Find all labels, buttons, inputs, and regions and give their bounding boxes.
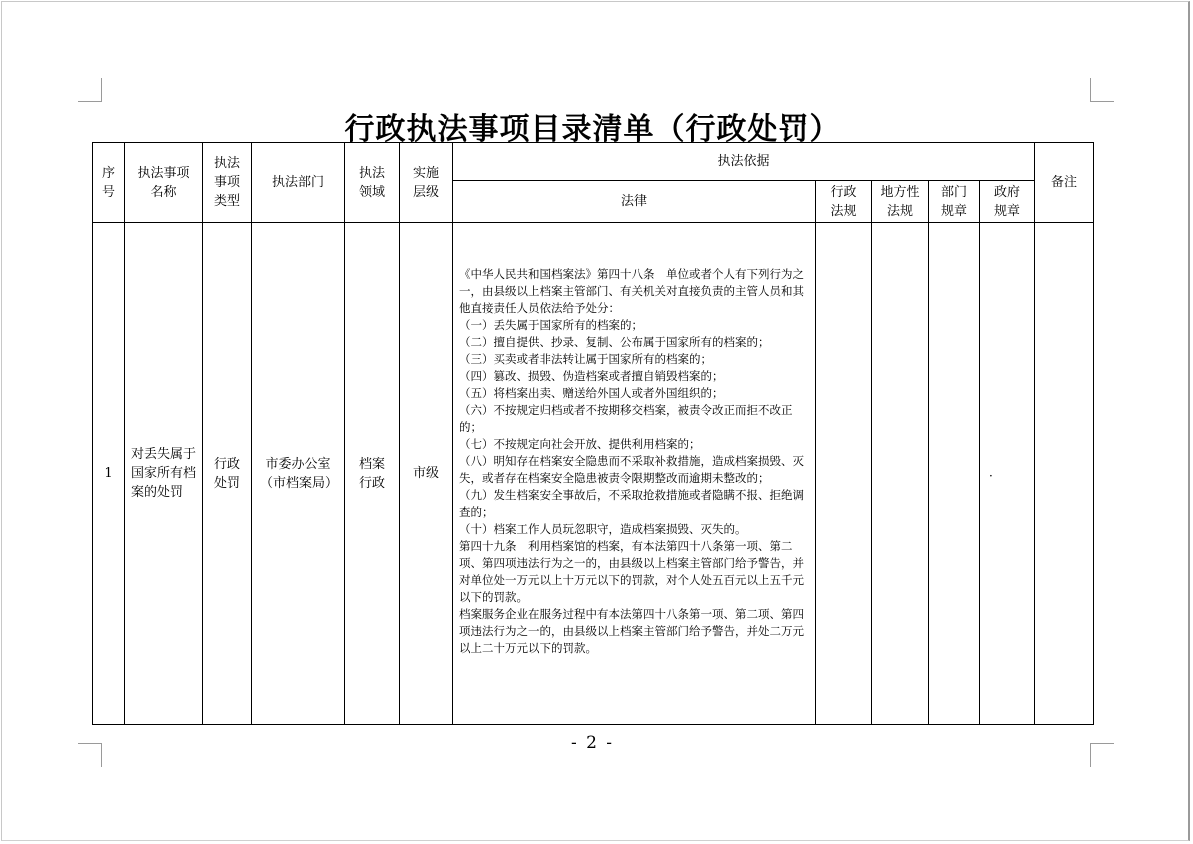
header-gov-rule: 政府规章 (980, 181, 1035, 223)
row-dept-rule (929, 223, 980, 725)
row-gov-rule (980, 223, 1035, 725)
header-dept-rule: 部门规章 (929, 181, 980, 223)
header-department: 执法部门 (252, 143, 345, 223)
header-field: 执法领域 (345, 143, 400, 223)
row-item-name: 对丢失属于国家所有档案的处罚 (125, 223, 203, 725)
row-level: 市级 (400, 223, 453, 725)
row-item-type: 行政处罚 (203, 223, 252, 725)
table-row (93, 223, 1094, 725)
row-law-text: 《中华人民共和国档案法》第四十八条 单位或者个人有下列行为之一，由县级以上档案主管部门、有关机关对直接负责的主管人员和其他直接责任人员依法给予处分： （一）丢失属于国家所有的档案的； （二）擅自提供、抄录、复制、公布属于国家所有的档案的； （三）买卖或者非法转让属于国家所有的档案的； （四）篡改、损毁、伪造档案或者擅自销毁档案的； （五）将档案出卖、赠送给外国人或者外国组织的； （六）不按规定归档或者不按期移交档案，被责令改正而拒不改正的； （七）不按规定向社会开放、提供利用档案的； （八）明知存在档案安全隐患而不采取补救措施，造成档案损毁、灭失，或者存在档案安全隐患被责令限期整改而逾期未整改的； （九）发生档案安全事故后，不采取抢救措施或者隐瞒不报、拒绝调查的； （十）档案工作人员玩忽职守，造成档案损毁、灭失的。 第四十九条 利用档案馆的档案，有本法第四十八条第一项、第二项、第四项违法行为之一的，由县级以上档案主管部门给予警告，并对单位处一万元以上十万元以下的罚款，对个人处五百元以上五千元以下的罚款。 档案服务企业在服务过程中有本法第四十八条第一项、第二项、第四项违法行为之一的，由县级以上档案主管部门给予警告，并处二万元以上二十万元以下的罚款。 (453, 223, 816, 725)
row-field: 档案行政 (345, 223, 400, 725)
row-remarks (1035, 223, 1094, 725)
row-admin-regulation (816, 223, 872, 725)
header-basis: 执法依据 (453, 143, 1035, 181)
header-item-type: 执法事项类型 (203, 143, 252, 223)
header-level: 实施层级 (400, 143, 453, 223)
header-admin-regulation: 行政法规 (816, 181, 872, 223)
header-remarks: 备注 (1035, 143, 1094, 223)
row-local-regulation (872, 223, 929, 725)
crop-mark-top-left (78, 78, 102, 102)
page-number: - 2 - (570, 733, 615, 753)
header-item-name: 执法事项名称 (125, 143, 203, 223)
gov-rule-dot-mark: · (989, 469, 993, 483)
document-title: 行政执法事项目录清单（行政处罚） (344, 112, 841, 147)
enforcement-catalog-table (92, 142, 1094, 725)
row-department: 市委办公室（市档案局） (252, 223, 345, 725)
row-seq: 1 (93, 223, 125, 725)
header-law: 法律 (453, 181, 816, 223)
crop-mark-top-right (1090, 78, 1114, 102)
header-row-1 (93, 143, 1094, 181)
header-seq: 序号 (93, 143, 125, 223)
header-local-regulation: 地方性法规 (872, 181, 929, 223)
crop-mark-bottom-right (1090, 743, 1114, 767)
